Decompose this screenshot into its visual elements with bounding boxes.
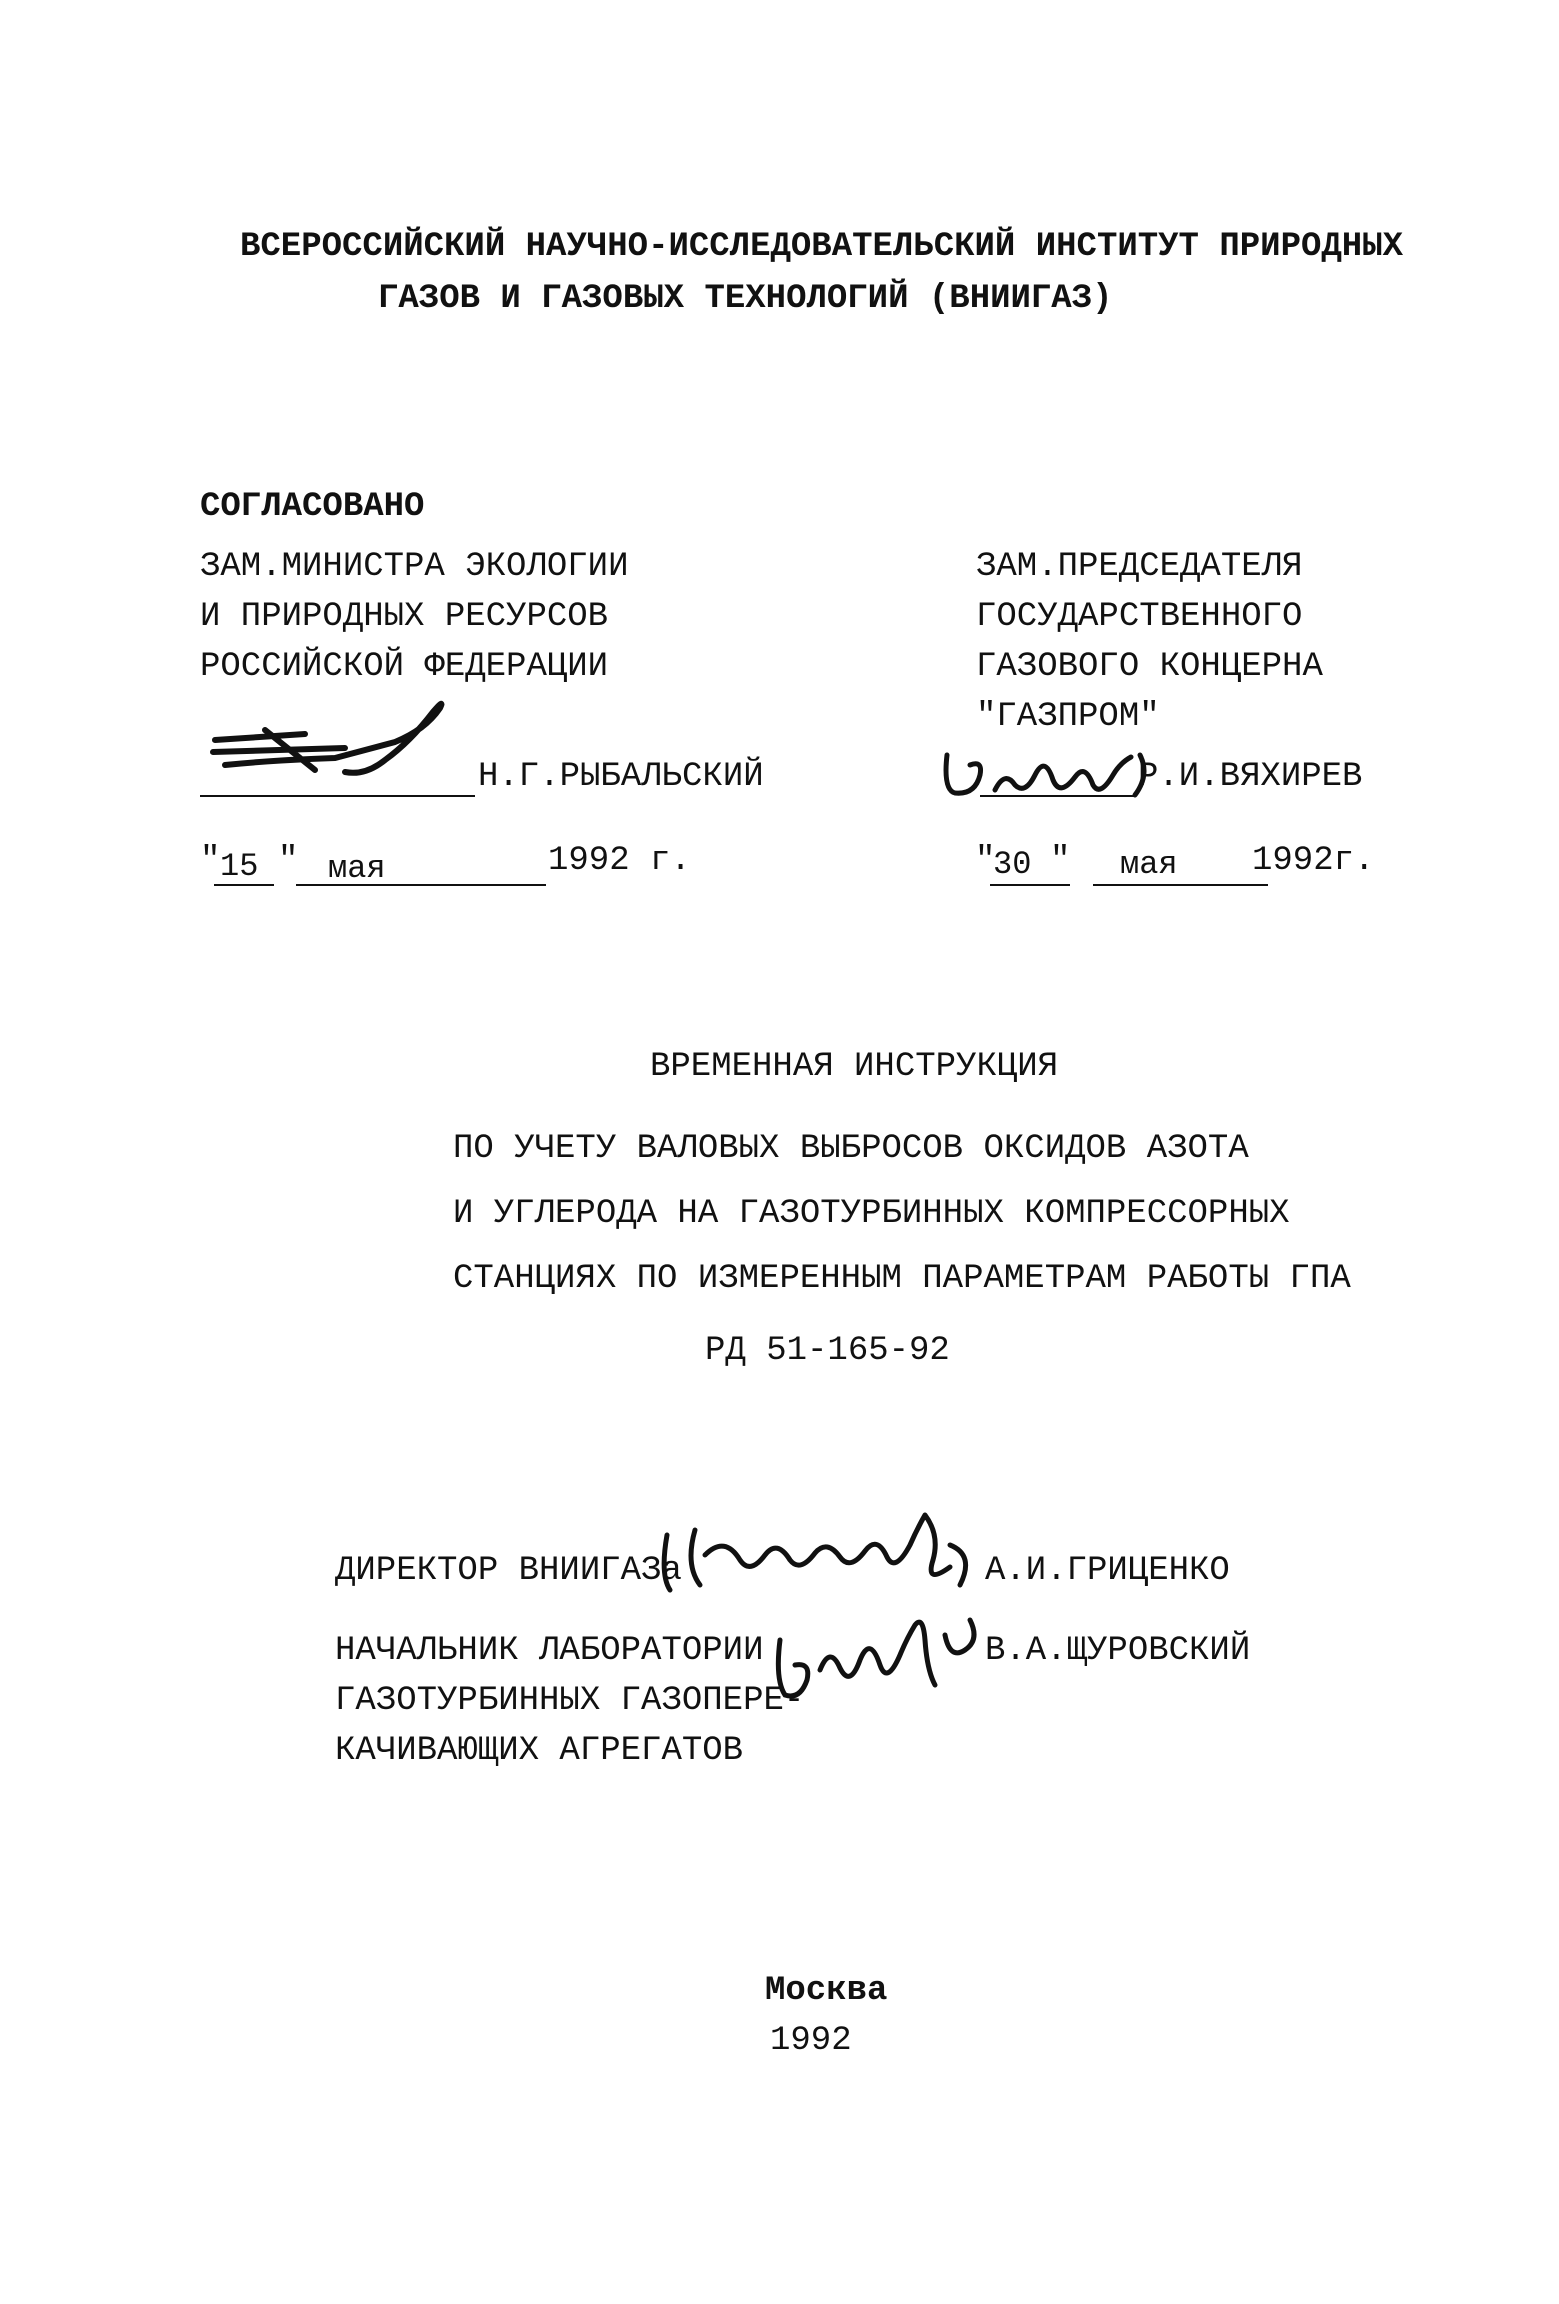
lab-head-name: В.А.ЩУРОВСКИЙ xyxy=(985,1632,1251,1670)
title-line-2: И УГЛЕРОДА НА ГАЗОТУРБИННЫХ КОМПРЕССОРНЫХ xyxy=(453,1195,1290,1233)
director-title: ДИРЕКТОР ВНИИГАЗа xyxy=(335,1552,682,1590)
left-approver-line-2: И ПРИРОДНЫХ РЕСУРСОВ xyxy=(200,598,609,636)
title-line-3: СТАНЦИЯХ ПО ИЗМЕРЕННЫМ ПАРАМЕТРАМ РАБОТЫ ГПА xyxy=(453,1260,1351,1298)
right-approver-line-4: "ГАЗПРОМ" xyxy=(976,698,1160,736)
right-month-underline xyxy=(1093,884,1268,886)
left-approver-line-3: РОССИЙСКОЙ ФЕДЕРАЦИИ xyxy=(200,648,609,686)
footer-city: Москва xyxy=(765,1972,888,2010)
left-date-close-quote: " xyxy=(278,842,299,880)
right-signature-line xyxy=(980,795,1135,797)
left-month-underline xyxy=(296,884,546,886)
lab-title-line-1: НАЧАЛЬНИК ЛАБОРАТОРИИ xyxy=(335,1632,764,1670)
left-day-underline xyxy=(214,884,274,886)
right-date-month: мая xyxy=(1120,846,1178,883)
director-signature xyxy=(655,1505,985,1615)
right-day-underline xyxy=(990,884,1070,886)
footer-year: 1992 xyxy=(770,2022,852,2060)
right-approver-line-2: ГОСУДАРСТВЕННОГО xyxy=(976,598,1303,636)
right-approver-line-3: ГАЗОВОГО КОНЦЕРНА xyxy=(976,648,1323,686)
left-signature xyxy=(195,690,485,800)
document-heading: ВРЕМЕННАЯ ИНСТРУКЦИЯ xyxy=(650,1048,1059,1086)
lab-head-signature xyxy=(765,1600,995,1720)
document-code: РД 51-165-92 xyxy=(705,1332,950,1370)
left-date-day: 15 xyxy=(220,848,259,885)
left-date-month: мая xyxy=(328,850,386,887)
title-line-1: ПО УЧЕТУ ВАЛОВЫХ ВЫБРОСОВ ОКСИДОВ АЗОТА xyxy=(453,1130,1249,1168)
right-signer-name: Р.И.ВЯХИРЕВ xyxy=(1138,758,1363,796)
institute-line-1: ВСЕРОССИЙСКИЙ НАУЧНО-ИССЛЕДОВАТЕЛЬСКИЙ ИНСТИТУТ ПРИРОДНЫХ xyxy=(240,228,1403,266)
left-date-year: 1992 г. xyxy=(548,842,691,880)
institute-line-2: ГАЗОВ И ГАЗОВЫХ ТЕХНОЛОГИЙ (ВНИИГАЗ) xyxy=(378,280,1113,318)
approval-label: СОГЛАСОВАНО xyxy=(200,488,425,526)
lab-title-line-2: ГАЗОТУРБИННЫХ ГАЗОПЕРЕ- xyxy=(335,1682,805,1720)
lab-title-line-3: КАЧИВАЮЩИХ АГРЕГАТОВ xyxy=(335,1732,744,1770)
right-date-year: 1992г. xyxy=(1252,842,1375,880)
left-date-open-quote: " xyxy=(200,842,221,880)
director-name: А.И.ГРИЦЕНКО xyxy=(985,1552,1230,1590)
right-date-day: 30 xyxy=(993,846,1032,883)
left-signature-line xyxy=(200,795,475,797)
right-date-close-quote: " xyxy=(1050,842,1071,880)
left-approver-line-1: ЗАМ.МИНИСТРА ЭКОЛОГИИ xyxy=(200,548,629,586)
right-approver-line-1: ЗАМ.ПРЕДСЕДАТЕЛЯ xyxy=(976,548,1303,586)
left-signer-name: Н.Г.РЫБАЛЬСКИЙ xyxy=(478,758,764,796)
right-date-open-quote: " xyxy=(975,842,996,880)
